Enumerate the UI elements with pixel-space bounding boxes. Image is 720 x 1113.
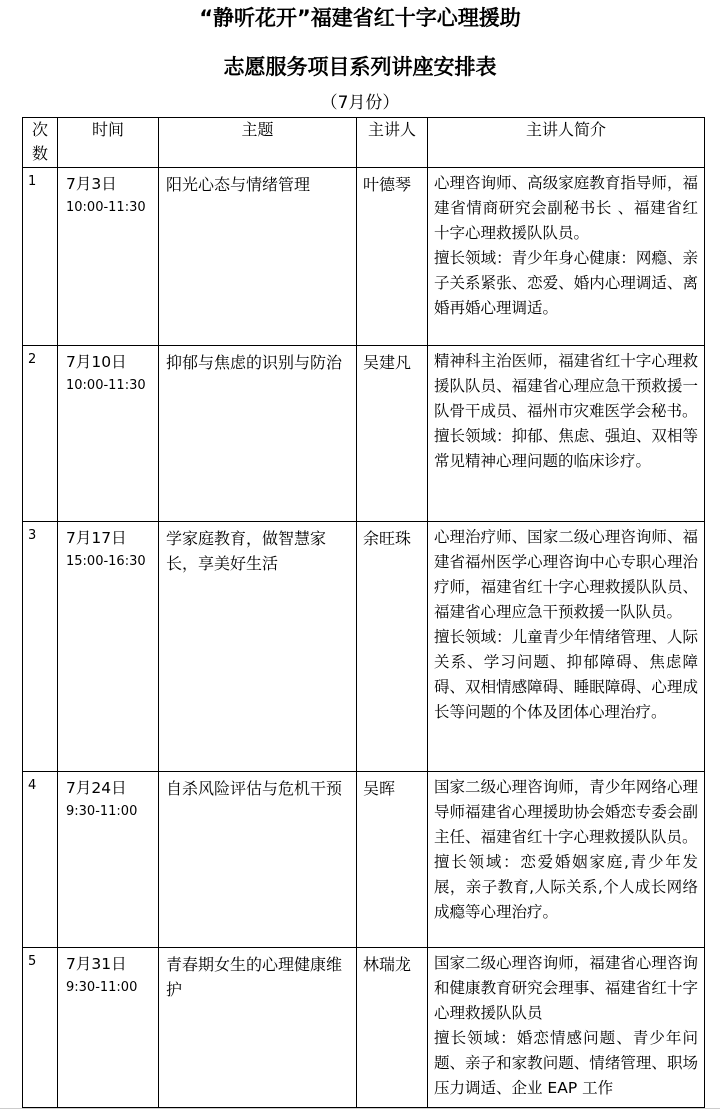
header-time: 时间	[58, 118, 159, 168]
cell-no: 3	[23, 522, 58, 772]
cell-topic: 自杀风险评估与危机干预	[159, 772, 357, 948]
table-row	[23, 522, 705, 772]
cell-topic: 阳光心态与情绪管理	[159, 168, 357, 346]
bio-credentials: 精神科主治医师，福建省红十字心理救援队队员、福建省心理应急干预救援一队骨干成员、福州市灾难医学会秘书。	[434, 352, 698, 420]
cell-hours: 15:00-16:30	[66, 554, 146, 569]
cell-bio	[428, 522, 705, 772]
cell-time	[58, 522, 159, 772]
bio-expertise: 擅长领域：青少年身心健康：网瘾、亲子关系紧张、恋爱、婚内心理调适、离婚再婚心理调适。	[434, 249, 698, 317]
bio-credentials: 国家二级心理咨询师，青少年网络心理导师福建省心理援助协会婚恋专委会副主任、福建省红十字心理救援队队员。	[434, 778, 698, 846]
bio-credentials: 国家二级心理咨询师，福建省心理咨询和健康教育研究会理事、福建省红十字心理救援队队员	[434, 954, 698, 1022]
header-bio: 主讲人简介	[428, 118, 705, 168]
cell-no: 1	[23, 168, 58, 346]
table-header-row	[23, 118, 705, 168]
cell-no: 2	[23, 346, 58, 522]
header-no: 次数	[23, 118, 58, 168]
cell-topic: 学家庭教育，做智慧家长，享美好生活	[159, 522, 357, 772]
cell-topic: 青春期女生的心理健康维护	[159, 948, 357, 1108]
bio-expertise: 擅长领域：儿童青少年情绪管理、人际关系、学习问题、抑郁障碍、焦虑障碍、双相情感障碍、睡眠障碍、心理成长等问题的个体及团体心理治疗。	[434, 628, 698, 721]
cell-date: 7月31日	[66, 955, 127, 973]
cell-no: 4	[23, 772, 58, 948]
bio-expertise: 擅长领域：恋爱婚姻家庭,青少年发展，亲子教育,人际关系,个人成长网络成瘾等心理治疗。	[434, 853, 698, 921]
cell-time	[58, 772, 159, 948]
header-speaker: 主讲人	[357, 118, 428, 168]
cell-date: 7月10日	[66, 353, 127, 371]
cell-date: 7月24日	[66, 779, 127, 797]
table-row	[23, 772, 705, 948]
cell-speaker: 叶德琴	[357, 168, 428, 346]
table-row	[23, 346, 705, 522]
cell-hours: 10:00-11:30	[66, 200, 146, 215]
bio-credentials: 心理治疗师、国家二级心理咨询师、福建省福州医学心理咨询中心专职心理治疗师，福建省红十字心理救援队队员、福建省心理应急干预救援一队队员。	[434, 528, 698, 621]
cell-hours: 9:30-11:00	[66, 980, 138, 995]
cell-speaker: 吴晖	[357, 772, 428, 948]
cell-bio	[428, 948, 705, 1108]
cell-no: 5	[23, 948, 58, 1108]
bottom-divider	[0, 1108, 720, 1109]
table-row	[23, 948, 705, 1108]
document-title-line2: 志愿服务项目系列讲座安排表	[223, 55, 497, 79]
bio-expertise: 擅长领域：抑郁、焦虑、强迫、双相等常见精神心理问题的临床诊疗。	[434, 427, 698, 470]
cell-bio	[428, 346, 705, 522]
lecture-schedule-table	[22, 117, 705, 1108]
cell-topic: 抑郁与焦虑的识别与防治	[159, 346, 357, 522]
document-month: （7月份）	[320, 93, 400, 113]
cell-date: 7月17日	[66, 529, 127, 547]
bio-credentials: 心理咨询师、高级家庭教育指导师，福建省情商研究会副秘书长 、福建省红十字心理救援队队员。	[434, 174, 698, 242]
cell-time	[58, 948, 159, 1108]
cell-hours: 9:30-11:00	[66, 804, 138, 819]
cell-speaker: 吴建凡	[357, 346, 428, 522]
cell-hours: 10:00-11:30	[66, 378, 146, 393]
bio-expertise: 擅长领域：婚恋情感问题、青少年问题、亲子和家教问题、情绪管理、职场压力调适、企业 EAP 工作	[434, 1029, 698, 1097]
cell-speaker: 余旺珠	[357, 522, 428, 772]
cell-time	[58, 346, 159, 522]
cell-bio	[428, 168, 705, 346]
cell-time	[58, 168, 159, 346]
header-topic: 主题	[159, 118, 357, 168]
cell-bio	[428, 772, 705, 948]
table-row	[23, 168, 705, 346]
document-title-line1: “静听花开”福建省红十字心理援助	[199, 6, 521, 30]
cell-speaker: 林瑞龙	[357, 948, 428, 1108]
cell-date: 7月3日	[66, 175, 117, 193]
